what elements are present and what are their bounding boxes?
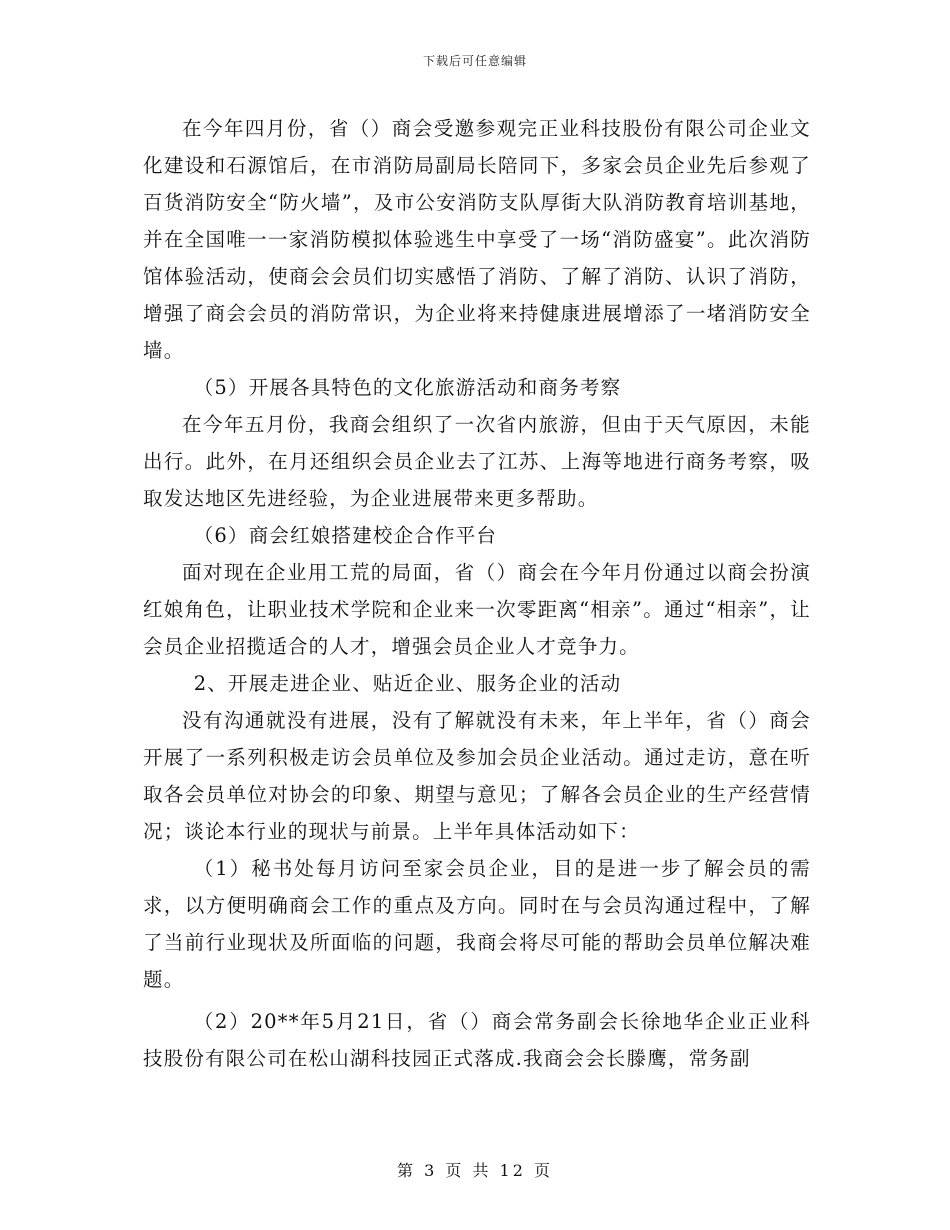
- paragraph-visits-intro: 没有沟通就没有进展，没有了解就没有未来，年上半年，省（）商会开展了一系列积极走访会员单位及参加会员企业活动。通过走访，意在听取各会员单位对协会的印象、期望与意见；了解各会员企业的生产经营情况；谈论本行业的现状与前景。上半年具体活动如下：: [143, 709, 811, 843]
- paragraph-fire-museum-visit: 在今年四月份，省（）商会受邀参观完正业科技股份有限公司企业文化建设和石源馆后，在市消防局副局长陪同下，多家会员企业先后参观了百货消防安全“防火墙”，及市公安消防支队厚街大队消防教育培训基地，并在全国唯一一家消防模拟体验逃生中享受了一场“消防盛宴”。此次消防馆体验活动，使商会会员们切实感悟了消防、了解了消防、认识了消防，增强了商会会员的消防常识，为企业将来持健康进展增添了一堵消防安全墙。: [143, 117, 811, 362]
- section-heading-2: 2、开展走进企业、贴近企业、服务企业的活动: [193, 672, 622, 695]
- paragraph-tourism: 在今年五月份，我商会组织了一次省内旅游，但由于天气原因，未能出行。此外，在月还组织会员企业去了江苏、上海等地进行商务考察，吸取发达地区先进经验，为企业进展带来更多帮助。: [143, 413, 811, 510]
- section-heading-6: （6）商会红娘搭建校企合作平台: [193, 524, 498, 547]
- paragraph-school-enterprise: 面对现在企业用工荒的局面，省（）商会在今年月份通过以商会扮演红娘角色，让职业技术学院和企业来一次零距离“相亲”。通过“相亲”，让会员企业招揽适合的人才，增强会员企业人才竞争力。: [143, 561, 811, 658]
- page-footer: 第 3 页 共 12 页: [397, 1161, 553, 1180]
- page-header: 下载后可任意编辑: [422, 54, 527, 68]
- section-heading-5: （5）开展各具特色的文化旅游活动和商务考察: [193, 376, 622, 399]
- paragraph-item-1: （1）秘书处每月访问至家会员企业，目的是进一步了解会员的需求，以方便明确商会工作的重点及方向。同时在与会员沟通过程中，了解了当前行业现状及所面临的问题，我商会将尽可能的帮助会员单位解决难题。: [143, 857, 811, 991]
- document-body: [143, 110, 811, 1077]
- paragraph-item-2: （2）20**年5月21日，省（）商会常务副会长徐地华企业正业科技股份有限公司在松山湖科技园正式落成.我商会会长滕鹰，常务副: [143, 1010, 811, 1070]
